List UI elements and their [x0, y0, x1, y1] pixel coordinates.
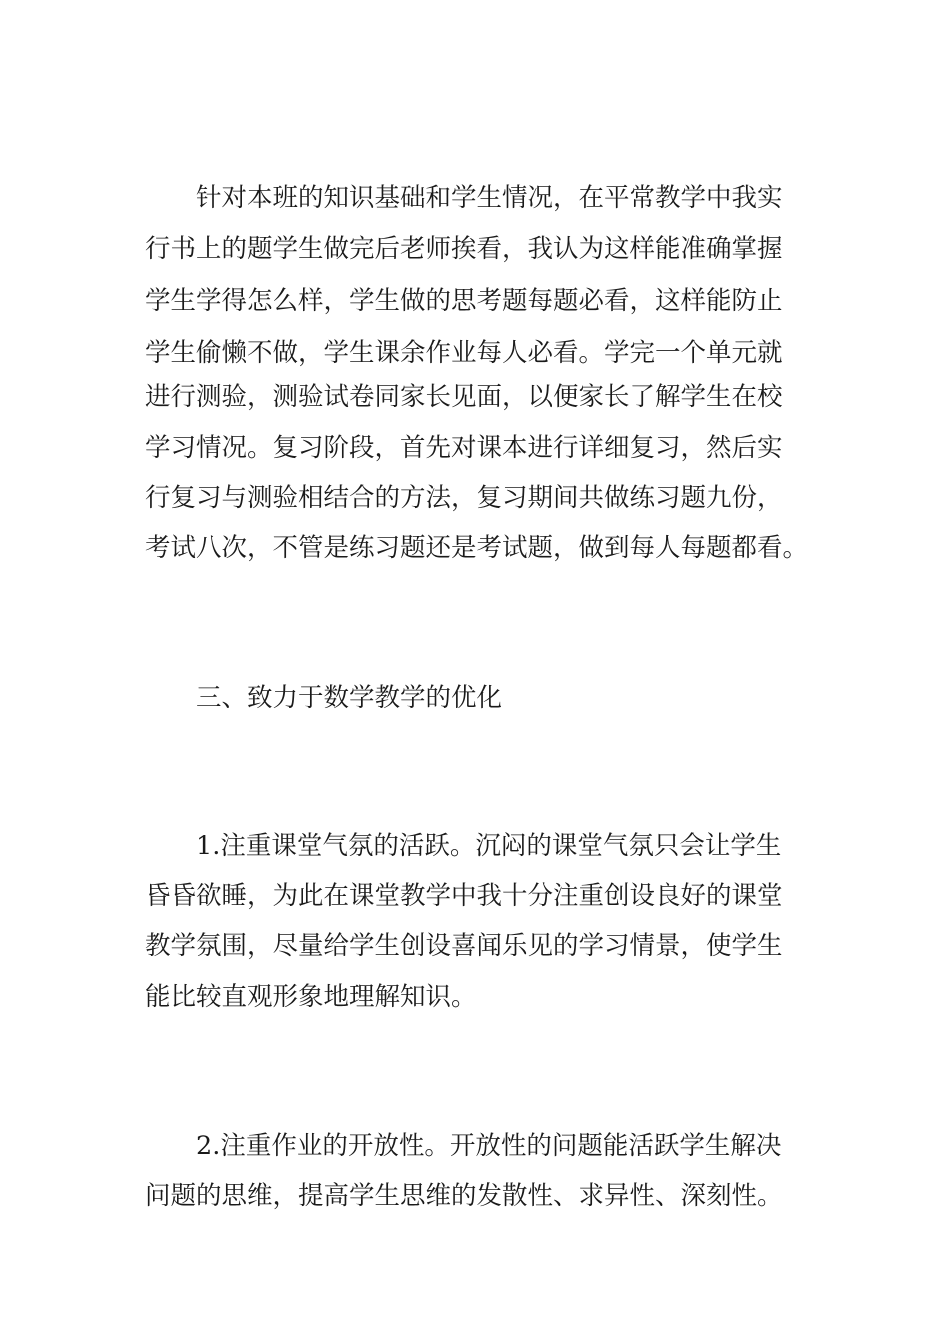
paragraph-1-line: 学生学得怎么样，学生做的思考题每题必看，这样能防止 [145, 286, 783, 316]
item-1-line: 教学氛围，尽量给学生创设喜闻乐见的学习情景，使学生 [145, 931, 783, 961]
paragraph-1-line: 进行测验，测验试卷同家长见面，以便家长了解学生在校 [145, 382, 783, 412]
paragraph-1-line: 行复习与测验相结合的方法，复习期间共做练习题九份， [145, 483, 783, 513]
item-2-line: 问题的思维，提高学生思维的发散性、求异性、深刻性。 [145, 1181, 783, 1211]
paragraph-1-line: 学生偷懒不做，学生课余作业每人必看。学完一个单元就 [145, 338, 783, 368]
section-heading: 三、致力于数学教学的优化 [196, 683, 503, 713]
paragraph-1-line: 针对本班的知识基础和学生情况，在平常教学中我实 [196, 183, 783, 213]
item-2-line: 2.注重作业的开放性。开放性的问题能活跃学生解决 [196, 1131, 782, 1161]
item-1-line: 1.注重课堂气氛的活跃。沉闷的课堂气氛只会让学生 [196, 831, 782, 861]
paragraph-1-line: 考试八次，不管是练习题还是考试题，做到每人每题都看。 [145, 533, 809, 563]
paragraph-1-line: 行书上的题学生做完后老师挨看，我认为这样能准确掌握 [145, 234, 783, 264]
item-1-line: 能比较直观形象地理解知识。 [145, 982, 477, 1012]
item-1-line: 昏昏欲睡，为此在课堂教学中我十分注重创设良好的课堂 [145, 881, 783, 911]
paragraph-1-line: 学习情况。复习阶段，首先对课本进行详细复习，然后实 [145, 433, 783, 463]
